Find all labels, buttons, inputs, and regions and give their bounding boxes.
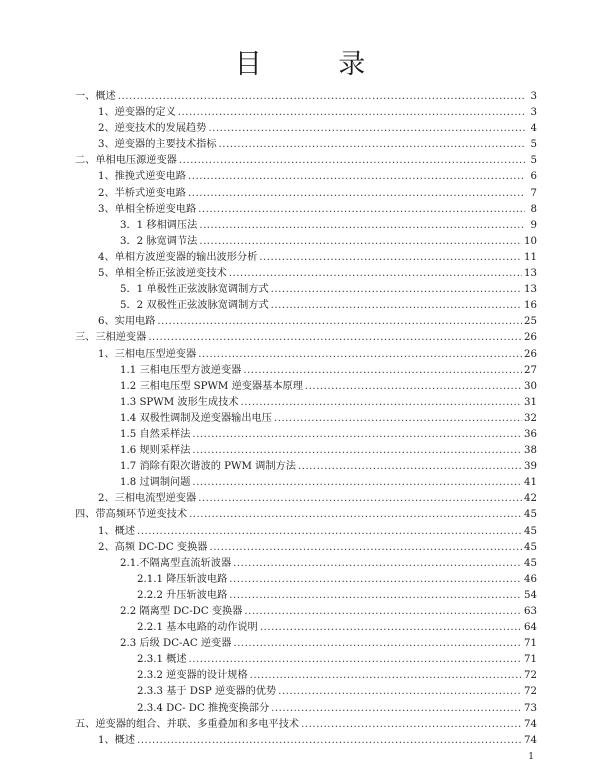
dot-leader — [198, 202, 525, 218]
dot-leader — [233, 556, 522, 572]
toc-entry-label: 1、推挽式逆变电路 — [98, 171, 186, 183]
dot-leader — [244, 604, 522, 620]
toc-entry-page: 26 — [524, 332, 537, 344]
dot-leader — [259, 250, 522, 266]
dot-leader — [118, 89, 525, 105]
toc-entry-label: 1、逆变器的定义 — [98, 107, 176, 119]
toc-entry-label: 2.3 后级 DC-AC 逆变器 — [120, 638, 232, 650]
toc-entry[interactable] — [75, 347, 537, 363]
dot-leader — [278, 684, 522, 700]
toc-entry[interactable] — [75, 556, 537, 572]
toc-entry-label: 2.1.1 降压斩波电路 — [137, 573, 228, 585]
toc-entry-page: 6 — [530, 171, 537, 183]
toc-entry[interactable] — [75, 443, 537, 459]
dot-leader — [192, 475, 522, 491]
toc-entry-page: 71 — [524, 654, 537, 666]
toc-entry-label: 3．2 脉宽调节法 — [120, 235, 198, 247]
toc-entry-page: 11 — [524, 251, 537, 263]
toc-entry[interactable] — [75, 620, 537, 636]
dot-leader — [157, 314, 522, 330]
dot-leader — [198, 491, 522, 507]
toc-entry-label: 1.6 规则采样法 — [120, 445, 191, 457]
toc-entry-page: 73 — [524, 702, 537, 714]
toc-entry[interactable] — [75, 89, 537, 105]
toc-entry-label: 3．1 移相调压法 — [120, 219, 198, 231]
toc-entry[interactable] — [75, 540, 537, 556]
toc-entry[interactable] — [75, 572, 537, 588]
toc-entry-label: 2、高频 DC-DC 变换器 — [98, 541, 208, 553]
toc-entry[interactable] — [75, 137, 537, 153]
toc-entry-page: 45 — [524, 525, 537, 537]
dot-leader — [199, 218, 525, 234]
dot-leader — [260, 620, 522, 636]
toc-entry-label: 1.7 消除有限次谐波的 PWM 调制方法 — [120, 461, 296, 473]
toc-entry-label: 3、单相全桥逆变电路 — [98, 203, 197, 215]
toc-entry[interactable] — [75, 169, 537, 185]
toc-entry-label: 3、逆变器的主要技术指标 — [98, 139, 217, 151]
toc-entry-page: 36 — [524, 428, 537, 440]
toc-entry-page: 41 — [524, 477, 537, 489]
toc-entry[interactable] — [75, 652, 537, 668]
table-of-contents — [75, 89, 537, 749]
toc-entry-page: 10 — [524, 235, 537, 247]
toc-entry-page: 7 — [530, 187, 537, 199]
toc-entry-label: 2.3.1 概述 — [137, 654, 187, 666]
dot-leader — [219, 137, 525, 153]
toc-entry-page: 9 — [530, 219, 537, 231]
toc-entry-label: 1、概述 — [98, 734, 136, 746]
toc-entry[interactable] — [75, 604, 537, 620]
toc-entry-page: 54 — [524, 589, 537, 601]
toc-entry-page: 32 — [524, 412, 537, 424]
toc-entry-page: 72 — [524, 670, 537, 682]
dot-leader — [188, 186, 525, 202]
dot-leader — [192, 427, 522, 443]
toc-entry-page: 31 — [524, 396, 537, 408]
toc-entry-label: 2.2.1 基本电路的动作说明 — [137, 622, 258, 634]
toc-entry[interactable] — [75, 475, 537, 491]
dot-leader — [233, 636, 522, 652]
toc-entry-page: 3 — [530, 91, 537, 102]
toc-entry[interactable] — [75, 186, 537, 202]
toc-entry[interactable] — [75, 105, 537, 121]
toc-entry-label: 1、概述 — [98, 525, 136, 537]
toc-entry[interactable] — [75, 218, 537, 234]
toc-entry[interactable] — [75, 314, 537, 330]
dot-leader — [229, 266, 522, 282]
dot-leader — [298, 459, 522, 475]
toc-entry-page: 38 — [524, 445, 537, 457]
toc-entry[interactable] — [75, 250, 537, 266]
dot-leader — [179, 153, 525, 169]
toc-entry-page: 74 — [524, 718, 537, 730]
toc-entry[interactable] — [75, 427, 537, 443]
toc-entry[interactable] — [75, 733, 537, 749]
toc-entry-label: 2.3.2 逆变器的设计规格 — [137, 670, 248, 682]
toc-entry[interactable] — [75, 411, 537, 427]
toc-entry[interactable] — [75, 363, 537, 379]
dot-leader — [250, 668, 522, 684]
toc-entry-label: 1.5 自然采样法 — [120, 428, 191, 440]
toc-entry-page: 27 — [524, 364, 537, 376]
toc-entry-page: 45 — [524, 541, 537, 553]
dot-leader — [271, 298, 522, 314]
toc-entry[interactable] — [75, 588, 537, 604]
toc-entry[interactable] — [75, 684, 537, 700]
toc-entry-page: 46 — [524, 573, 537, 585]
toc-entry[interactable] — [75, 507, 537, 523]
toc-entry-label: 2.2.2 升压斩波电路 — [137, 589, 228, 601]
toc-entry-label: 2、三相电流型逆变器 — [98, 493, 197, 505]
dot-leader — [243, 363, 522, 379]
toc-entry-label: 1.1 三相电压型方波逆变器 — [120, 364, 242, 376]
toc-entry-label: 三、三相逆变器 — [75, 332, 147, 344]
toc-entry[interactable] — [75, 282, 537, 298]
dot-leader — [229, 588, 522, 604]
toc-entry[interactable] — [75, 636, 537, 652]
toc-entry-label: 2.3.4 DC- DC 推挽变换部分 — [137, 702, 270, 714]
toc-entry[interactable] — [75, 717, 537, 733]
toc-entry-label: 6、实用电路 — [98, 316, 156, 328]
toc-entry-label: 5、单相全桥正弦波逆变技术 — [98, 268, 227, 280]
toc-entry[interactable] — [75, 459, 537, 475]
toc-entry[interactable] — [75, 379, 537, 395]
toc-entry-label: 2、半桥式逆变电路 — [98, 187, 186, 199]
toc-entry-label: 2.1.不隔离型直流斩波器 — [120, 557, 232, 569]
toc-entry[interactable] — [75, 202, 537, 218]
toc-entry-label: 1.8 过调制问题 — [120, 477, 191, 489]
dot-leader — [189, 652, 522, 668]
dot-leader — [188, 169, 525, 185]
toc-entry-page: 71 — [524, 638, 537, 650]
toc-entry-page: 26 — [524, 348, 537, 360]
dot-leader — [241, 395, 522, 411]
toc-entry-label: 2.2 隔离型 DC-DC 变换器 — [120, 606, 243, 617]
toc-entry[interactable] — [75, 524, 537, 540]
dot-leader — [208, 121, 525, 137]
toc-entry-page: 5 — [530, 139, 537, 151]
toc-entry[interactable] — [75, 491, 537, 507]
toc-entry-label: 2、逆变技术的发展趋势 — [98, 123, 207, 135]
dot-leader — [137, 733, 522, 749]
toc-entry-page: 39 — [524, 461, 537, 473]
dot-leader — [209, 540, 522, 556]
toc-entry-label: 1.2 三相电压型 SPWM 逆变器基本原理 — [120, 380, 303, 392]
toc-entry-label: 1、三相电压型逆变器 — [98, 348, 197, 360]
toc-entry-page: 74 — [524, 734, 537, 746]
toc-entry-page: 72 — [524, 686, 537, 698]
dot-leader — [178, 105, 525, 121]
toc-entry-page: 13 — [524, 268, 537, 280]
toc-entry-page: 45 — [524, 557, 537, 569]
toc-entry[interactable] — [75, 395, 537, 411]
toc-entry[interactable] — [75, 266, 537, 282]
dot-leader — [271, 701, 522, 717]
toc-entry-page: 3 — [530, 107, 537, 119]
toc-entry[interactable] — [75, 234, 537, 250]
dot-leader — [189, 507, 522, 523]
dot-leader — [148, 330, 522, 346]
toc-entry[interactable] — [75, 298, 537, 314]
toc-entry[interactable] — [75, 121, 537, 137]
dot-leader — [198, 347, 522, 363]
toc-entry-label: 5．1 单极性正弦波脉宽调制方式 — [120, 284, 269, 296]
toc-entry-page: 13 — [524, 284, 537, 296]
toc-entry-page: 25 — [524, 316, 537, 328]
dot-leader — [274, 411, 522, 427]
dot-leader — [305, 379, 522, 395]
dot-leader — [137, 524, 522, 540]
toc-entry-page: 16 — [524, 300, 537, 312]
toc-entry[interactable] — [75, 668, 537, 684]
dot-leader — [199, 234, 522, 250]
toc-entry-label: 5．2 双极性正弦波脉宽调制方式 — [120, 300, 269, 312]
toc-entry-label: 一、概述 — [75, 91, 116, 102]
toc-entry-page: 45 — [524, 509, 537, 521]
toc-entry-label: 二、单相电压源逆变器 — [75, 155, 177, 167]
page-number: 1 — [528, 752, 534, 762]
toc-entry[interactable] — [75, 330, 537, 346]
toc-entry-page: 5 — [530, 155, 537, 167]
toc-entry-label: 四、带高频环节逆变技术 — [75, 509, 188, 521]
toc-entry-page: 64 — [524, 622, 537, 634]
dot-leader — [229, 572, 522, 588]
toc-entry-label: 五、逆变器的组合、并联、多重叠加和多电平技术 — [75, 718, 300, 730]
toc-entry[interactable] — [75, 153, 537, 169]
dot-leader — [301, 717, 522, 733]
toc-entry[interactable] — [75, 701, 537, 717]
dot-leader — [192, 443, 522, 459]
toc-entry-page: 8 — [530, 203, 537, 215]
toc-entry-page: 4 — [530, 123, 537, 135]
toc-entry-label: 1.3 SPWM 波形生成技术 — [120, 396, 239, 408]
toc-entry-label: 1.4 双极性调制及逆变器输出电压 — [120, 412, 272, 424]
toc-entry-label: 2.3.3 基于 DSP 逆变器的优势 — [137, 686, 277, 698]
toc-entry-page: 30 — [524, 380, 537, 392]
dot-leader — [271, 282, 522, 298]
page-title: 目 录 — [234, 49, 400, 80]
toc-entry-page: 63 — [524, 606, 537, 617]
toc-entry-page: 42 — [524, 493, 537, 505]
toc-entry-label: 4、单相方波逆变器的输出波形分析 — [98, 251, 258, 263]
